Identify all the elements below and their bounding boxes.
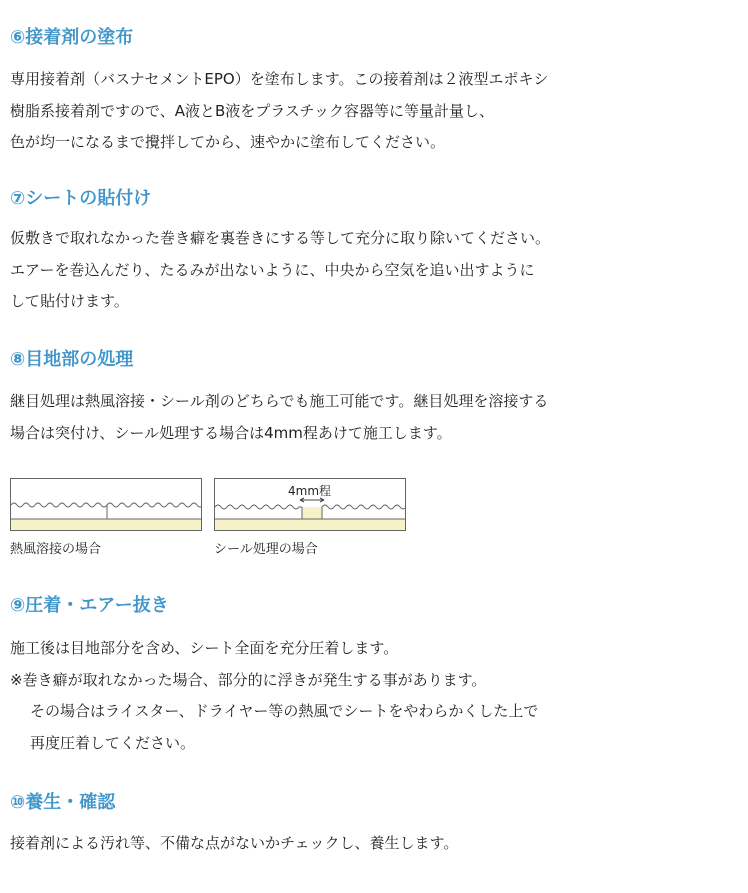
body-line: 再度圧着してください。 [30,733,196,752]
section-body-6 [10,64,548,159]
heat-weld-diagram [10,478,202,531]
body-line: その場合はライスター、ドライヤー等の熱風でシートをやわらかくした上で [30,702,539,720]
adhesive-layer [11,519,201,530]
body-line: 仮敷きで取れなかった巻き癖を裏巻きにする等して充分に取り除いてください。 [10,229,551,247]
body-line: 樹脂系接着剤ですので、A液とB液をプラスチック容器等に等量計量し、 [10,101,495,120]
section-title-10 [10,794,115,812]
section-title-7 [10,190,151,208]
section-heading: 養生・確認 [25,792,116,813]
sealant-gap-fill [302,507,322,519]
section-body-8 [10,386,548,449]
section-body-9 [10,633,538,759]
section-title-6 [10,29,133,47]
body-line: 継目処理は熱風溶接・シール剤のどちらでも施工可能です。継目処理を溶接する [10,392,549,410]
body-line: ※巻き癖が取れなかった場合、部分的に浮きが発生する事があります。 [10,670,487,689]
body-line: 場合は突付け、シール処理する場合は4mm程あけて施工します。 [10,423,452,442]
body-line: 施工後は目地部分を含め、シート全面を充分圧着します。 [10,639,399,657]
section-heading: 目地部の処理 [25,349,134,370]
body-line: して貼付けます。 [10,292,129,310]
section-number: ⑧ [10,349,26,370]
heat-weld-caption: 熱風溶接の場合 [10,542,102,557]
section-title-9 [10,597,169,615]
joint-diagram [10,478,410,558]
left-sheet-surface-wave [215,505,302,509]
body-line: エアーを巻込んだり、たるみが出ないように、中央から空気を追い出すように [10,260,535,279]
sealant-diagram [214,478,406,531]
body-line: 専用接着剤（バスナセメントEPO）を塗布します。この接着剤は２液型エポキシ [10,70,549,88]
section-heading: 圧着・エアー抜き [25,595,169,616]
heat-weld-illustration [11,479,201,530]
section-number: ⑥ [10,27,26,48]
section-title-8 [10,351,133,369]
body-line: 接着剤による汚れ等、不備な点がないかチェックし、養生します。 [10,834,459,852]
section-number: ⑨ [10,595,26,616]
sheet-surface-wave [11,503,201,507]
section-body-7 [10,223,550,318]
section-heading: 接着剤の塗布 [25,27,134,48]
section-number: ⑩ [10,792,26,813]
sealant-caption: シール処理の場合 [214,542,318,557]
section-body-10 [10,828,458,860]
right-sheet-surface-wave [322,505,405,509]
section-heading: シートの貼付け [25,188,152,209]
section-number: ⑦ [10,188,26,209]
body-line: 色が均一になるまで攪拌してから、速やかに塗布してください。 [10,133,446,151]
gap-label: 4mm程 [288,484,332,498]
adhesive-layer [215,519,405,530]
